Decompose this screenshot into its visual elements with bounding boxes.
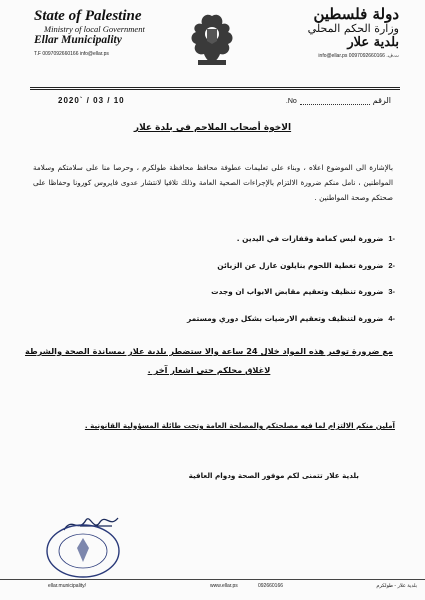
item-text: ضرورة تنظيف وتعقيم مقابض الابواب ان وجدت [211, 287, 384, 296]
number-label-ar: الرقم [372, 96, 391, 105]
letter-title: الاخوة أصحاب الملاحم في بلدة علار [133, 123, 292, 133]
letter-paragraph: بالإشارة الى الموضوع اعلاه ، وبناء على تعليمات عطوفة محافظ محافظة طولكرم ، وحرصا منا على سلامتكم وسلامة المواطنين ، نامل منكم ضرورة الالتزام بالإجراءات الصحية العامة وذلك تلافيا لانتشار عدوى فايروس كورونا وحفاظا على صحتكم وصحة المواطنين . [33, 163, 393, 202]
list-item [25, 233, 395, 245]
warning-notice [23, 342, 395, 380]
closing-statement: آملين منكم الالتزام لما فيه مصلحتكم والمصلحة العامة وتحت طائلة المسؤولية القانونية . [84, 421, 395, 430]
contact-en: T.F 0097092660166 info@ellar.ps [34, 51, 109, 57]
header-arabic [259, 6, 399, 60]
list-item [25, 260, 395, 272]
header-divider [30, 87, 400, 88]
state-name-en: State of Palestine [34, 8, 142, 24]
closing-wishes: بلدية علار تتمنى لكم موفور الصحة ودوام العافية [188, 471, 359, 480]
palestine-emblem-icon [186, 10, 238, 70]
reference-number [286, 96, 391, 105]
list-item [25, 286, 395, 298]
requirements-list [25, 233, 395, 339]
item-number: -2 [388, 260, 395, 270]
item-text: ضرورة لتنظيف وتعقيم الارضيات بشكل دوري ومستمر [187, 313, 384, 323]
municipal-stamp [44, 522, 122, 580]
number-label-en: No. [285, 98, 297, 105]
footer-address: بلدية علار - طولكرم [376, 583, 417, 589]
municipality-name-ar: بلدية علار [347, 35, 399, 50]
state-name-ar: دولة فلسطين [313, 5, 399, 23]
item-number: -4 [388, 313, 395, 323]
list-item [25, 313, 395, 325]
notice-line-1: مع ضرورة توفير هذه المواد خلال 24 ساعة والا ستضطر بلدية علار بمساندة الصحة والشرطة [24, 346, 393, 356]
item-text: ضرورة تغطية اللحوم بنايلون عازل عن الزبائن [217, 260, 384, 270]
letter-footer [0, 579, 425, 594]
letter-date: 2020` / 03 / 10 [58, 96, 125, 105]
item-number: -1 [388, 234, 395, 243]
contact-ar: info@ellar.ps 0097092660166 .ت.ف [318, 53, 399, 59]
header-divider-thin [30, 89, 400, 90]
ministry-name-en: Ministry of local Government [44, 24, 145, 34]
number-dotted-line [300, 104, 370, 105]
item-text: ضرورة لبس كمامة وقفازات في اليدين . [236, 234, 384, 243]
item-number: -3 [388, 287, 395, 296]
notice-line-2: لاغلاق محلكم حتى اشعار آخر . [147, 365, 271, 375]
footer-facebook: ellar.municipality/ [48, 583, 87, 589]
footer-website: www.ellar.ps [210, 583, 238, 589]
ministry-name-ar: وزارة الحكم المحلي [307, 22, 399, 35]
header-english [34, 8, 174, 58]
footer-phone: 092660166 [258, 583, 284, 589]
municipality-name-en: Ellar Municipality [34, 34, 122, 46]
